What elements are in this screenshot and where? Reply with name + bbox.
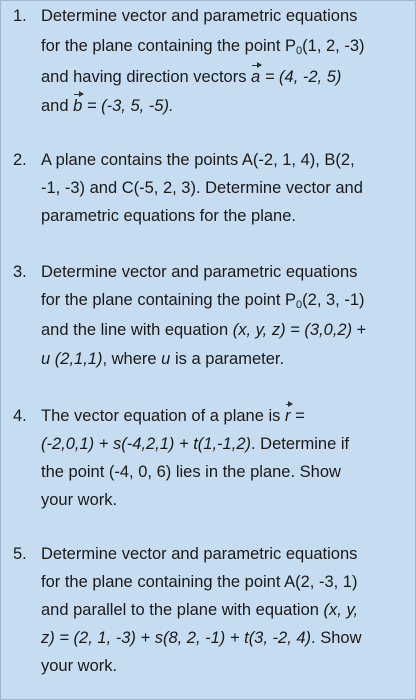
text-segment: (2, 3, -1)	[302, 291, 365, 309]
text-segment: for the plane containing the point P	[41, 37, 297, 55]
text-segment: . Determine if	[251, 435, 350, 453]
problem-text-line	[41, 68, 341, 87]
problem-text-line: your work.	[41, 657, 118, 675]
problem-text-line: Determine vector and parametric equations	[41, 7, 358, 25]
text-segment: =	[290, 407, 305, 425]
problem-text-line: the point (-4, 0, 6) lies in the plane. Show	[41, 463, 341, 481]
parameter: u	[41, 350, 51, 368]
problem-text-line	[41, 350, 284, 369]
problem-text-line	[41, 629, 362, 648]
subscript: 0	[296, 45, 303, 57]
problem-text-line: for the plane containing the point A(2, -3, 1)	[41, 573, 358, 591]
problem-text-line: parametric equations for the plane.	[41, 207, 296, 225]
problem-text-line	[41, 321, 366, 340]
problem-text-line: -1, -3) and C(-5, 2, 3). Determine vector and	[41, 179, 363, 197]
text-segment: +	[352, 321, 367, 339]
problem-text-line	[41, 97, 174, 116]
problem-number: 4.	[13, 407, 27, 425]
problem-number: 3.	[13, 263, 27, 281]
problem-text-line: Determine vector and parametric equations	[41, 263, 358, 281]
text-segment: , where	[102, 350, 162, 368]
problem-number: 1.	[13, 7, 27, 25]
vector-a: a	[251, 68, 261, 86]
problem-text-line: Determine vector and parametric equations	[41, 545, 358, 563]
problem-text-line	[41, 291, 365, 311]
text-segment: for the plane containing the point P	[41, 291, 297, 309]
problem-text-line	[41, 407, 305, 426]
text-segment: is a parameter.	[170, 350, 285, 368]
equation: (x, y, z) = (3,0,2)	[232, 321, 353, 339]
problem-number: 5.	[13, 545, 27, 563]
problem-text-line	[41, 435, 349, 454]
parameter: u	[161, 350, 171, 368]
text-segment: . Show	[311, 629, 362, 647]
text-segment: The vector equation of a plane is	[41, 407, 281, 425]
subscript: 0	[296, 299, 303, 311]
problem-number: 2.	[13, 151, 27, 169]
equation: (2,1,1)	[50, 350, 103, 368]
equation: z) = (2, 1, -3) + s(8, 2, -1) + t(3, -2, 4)	[41, 629, 312, 647]
text-segment: and	[41, 97, 69, 115]
text-segment: and the line with equation	[41, 321, 233, 339]
text-segment: and parallel to the plane with equation	[41, 601, 324, 619]
equation: (x, y,	[323, 601, 359, 619]
problem-text-line	[41, 37, 365, 57]
text-segment: and having direction vectors	[41, 68, 247, 86]
text-segment: (1, 2, -3)	[302, 37, 365, 55]
problem-text-line: A plane contains the points A(-2, 1, 4), B(2,	[41, 151, 355, 169]
vector-r: r	[285, 407, 291, 425]
problem-text-line: your work.	[41, 491, 118, 509]
problem-text-line	[41, 601, 358, 620]
vector-b: b	[73, 97, 83, 115]
text-segment: = (4, -2, 5)	[260, 68, 342, 86]
text-segment: = (-3, 5, -5).	[82, 97, 174, 115]
equation: (-2,0,1) + s(-4,2,1) + t(1,-1,2)	[41, 435, 251, 453]
